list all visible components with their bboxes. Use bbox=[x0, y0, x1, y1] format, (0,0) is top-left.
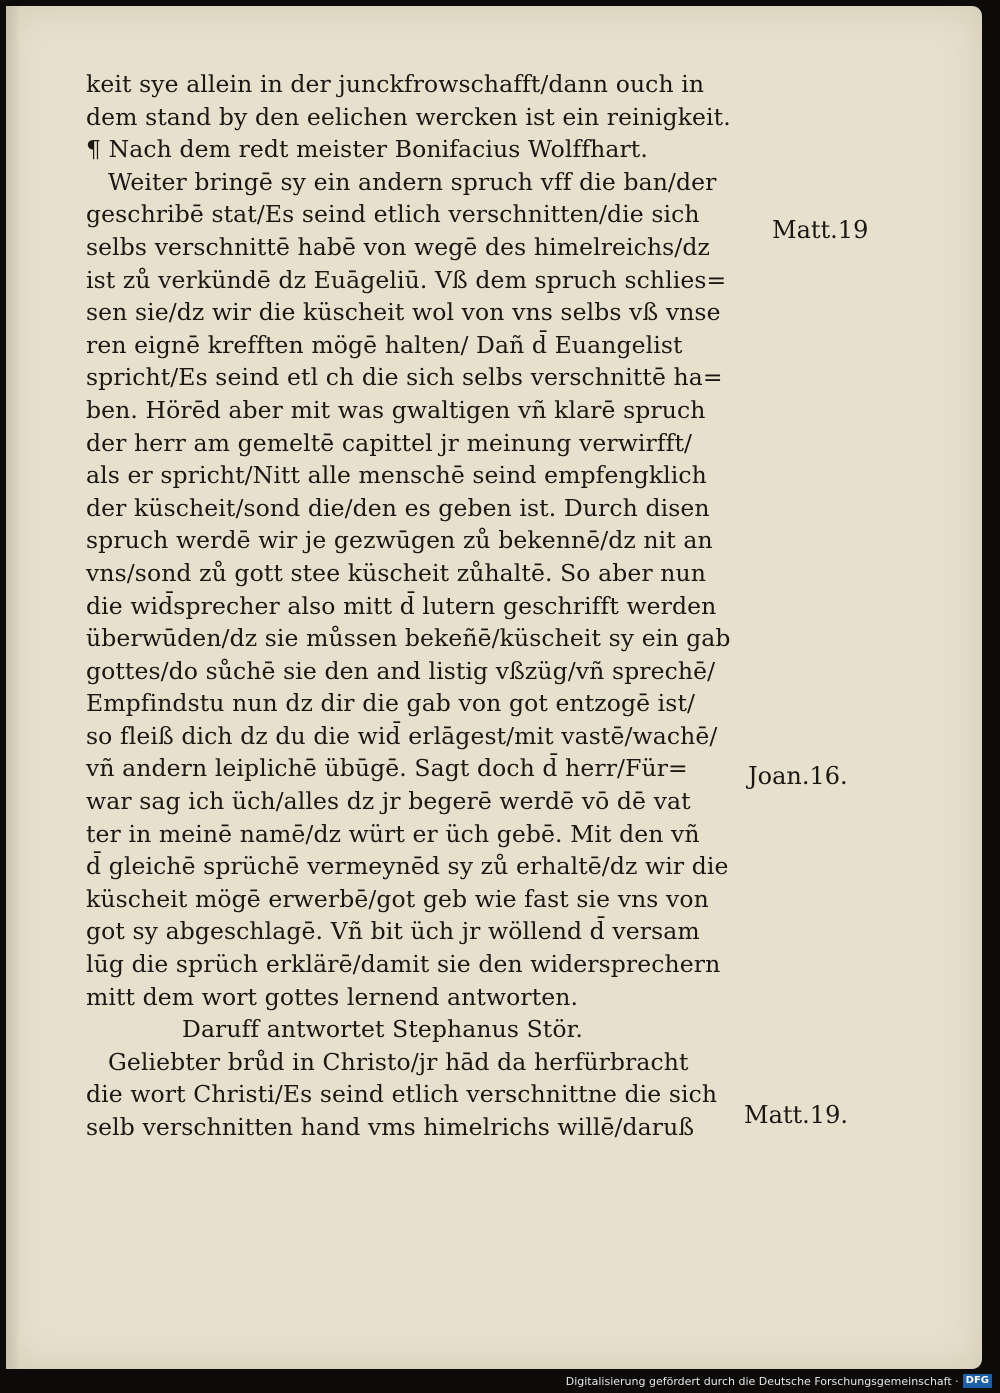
text-line: spruch werdē wir je gezwūgen zů bekennē/dz nit an bbox=[86, 526, 713, 555]
text-line: gottes/do sůchē sie den and listig vßzüg/vñ sprechē/ bbox=[86, 656, 716, 685]
text-line: got sy abgeschlagē. Vñ bit üch jr wöllend d̄ versam bbox=[86, 917, 700, 946]
text-line: der herr am gemeltē capittel jr meinung verwirfft/ bbox=[86, 428, 693, 457]
text-line: der küscheit/sond die/den es geben ist. Durch disen bbox=[86, 493, 710, 522]
text-line: ist zů verkündē dz Euāgeliū. Vß dem spruch schlies= bbox=[86, 265, 727, 294]
text-line: sen sie/dz wir die küscheit wol von vns selbs vß vnse bbox=[86, 298, 721, 327]
text-line: Geliebter brůd in Christo/jr hād da herfürbracht bbox=[108, 1047, 689, 1076]
text-line: vñ andern leiplichē übūgē. Sagt doch d̄ herr/Für= bbox=[86, 754, 688, 783]
body-text bbox=[86, 68, 776, 1144]
page-gutter-shadow bbox=[6, 6, 20, 1369]
text-line: geschribē stat/Es seind etlich verschnitten/die sich bbox=[86, 200, 700, 229]
text-line: dem stand by den eelichen wercken ist ein reinigkeit. bbox=[86, 102, 731, 131]
footer-text: Digitalisierung gefördert durch die Deutsche Forschungsgemeinschaft · bbox=[565, 1374, 959, 1388]
margin-note-john: Joan.16. bbox=[748, 762, 848, 790]
text-line: so fleiß dich dz du die wid̄ erlāgest/mit vastē/wachē/ bbox=[86, 721, 718, 750]
text-line: die wort Christi/Es seind etlich verschnittne die sich bbox=[86, 1080, 718, 1109]
text-line: ren eignē krefften mögē halten/ Dañ d̄ Euangelist bbox=[86, 330, 683, 359]
section-heading: Daruff antwortet Stephanus Stör. bbox=[182, 1015, 583, 1044]
text-line: Weiter bringē sy ein andern spruch vff die ban/der bbox=[108, 167, 717, 196]
text-line: vns/sond zů gott stee küscheit zůhaltē. So aber nun bbox=[86, 558, 706, 587]
text-line: als er spricht/Nitt alle menschē seind empfengklich bbox=[86, 461, 707, 490]
text-line: lūg die sprüch erklärē/damit sie den widersprechern bbox=[86, 950, 721, 979]
text-line: ter in meinē namē/dz würt er üch gebē. Mit den vñ bbox=[86, 819, 700, 848]
text-line: ben. Hörēd aber mit was gwaltigen vñ klarē spruch bbox=[86, 395, 706, 424]
text-line: keit sye allein in der junckfrowschafft/dann ouch in bbox=[86, 70, 705, 98]
margin-note-matthew: Matt.19. bbox=[744, 1101, 848, 1129]
dfg-logo: DFG bbox=[963, 1374, 992, 1388]
section-heading: ¶ Nach dem redt meister Bonifacius Wolffhart. bbox=[86, 135, 648, 164]
margin-note-matthew: Matt.19 bbox=[772, 216, 869, 244]
text-line: war sag ich üch/alles dz jr begerē werdē vō dē vat bbox=[86, 787, 691, 816]
text-line: selbs verschnittē habē von wegē des himelreichs/dz bbox=[86, 232, 710, 261]
text-line: d̄ gleichē sprüchē vermeynēd sy zů erhaltē/dz wir die bbox=[86, 852, 729, 881]
text-line: Empfindstu nun dz dir die gab von got entzogē ist/ bbox=[86, 689, 696, 718]
text-line: küscheit mögē erwerbē/got geb wie fast sie vns von bbox=[86, 884, 709, 913]
text-line: spricht/Es seind etl ch die sich selbs verschnittē ha= bbox=[86, 363, 723, 392]
text-line: mitt dem wort gottes lernend antworten. bbox=[86, 982, 579, 1011]
digitization-footer bbox=[0, 1369, 1000, 1393]
text-line: die wid̄sprecher also mitt d̄ lutern geschrifft werden bbox=[86, 591, 717, 620]
text-line: überwūden/dz sie můssen bekeñē/küscheit sy ein gab bbox=[86, 624, 731, 653]
text-line: selb verschnitten hand vms himelrichs willē/daruß bbox=[86, 1113, 695, 1141]
